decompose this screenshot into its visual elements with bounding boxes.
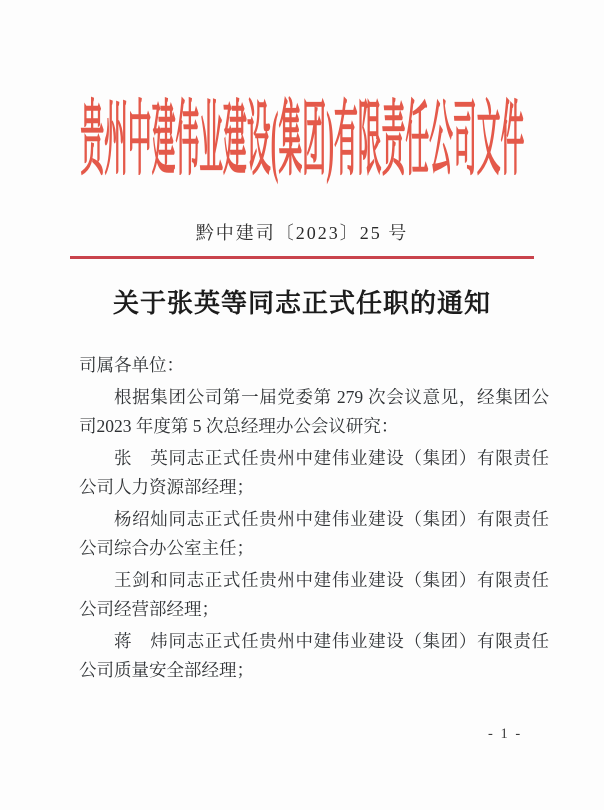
letterhead-title-text: 贵州中建伟业建设(集团)有限责任公司文件: [80, 94, 524, 185]
salutation: 司属各单位：: [79, 355, 184, 375]
document-body: [79, 351, 549, 688]
paragraph-basis: 根据集团公司第一届党委第 279 次会议意见，经集团公司2023 年度第 5 次总经理办公会议研究：: [79, 387, 549, 436]
document-number: 黔中建司〔2023〕25 号: [195, 223, 409, 243]
paragraph-appointment-zhangying: 张 英同志正式任贵州中建伟业建设（集团）有限责任公司人力资源部经理；: [79, 448, 549, 497]
letterhead-title: [0, 94, 604, 185]
page-number: - 1 -: [488, 726, 523, 742]
paragraph-appointment-wangjianhe: 王剑和同志正式任贵州中建伟业建设（集团）有限责任公司经营部经理；: [79, 570, 549, 619]
paragraph-appointment-jiangwei: 蒋 炜同志正式任贵州中建伟业建设（集团）有限责任公司质量安全部经理；: [79, 631, 549, 680]
page-title: 关于张英等同志正式任职的通知: [112, 289, 491, 318]
paragraph-appointment-yangshaocan: 杨绍灿同志正式任贵州中建伟业建设（集团）有限责任公司综合办公室主任；: [79, 509, 549, 558]
red-divider: [70, 256, 534, 259]
